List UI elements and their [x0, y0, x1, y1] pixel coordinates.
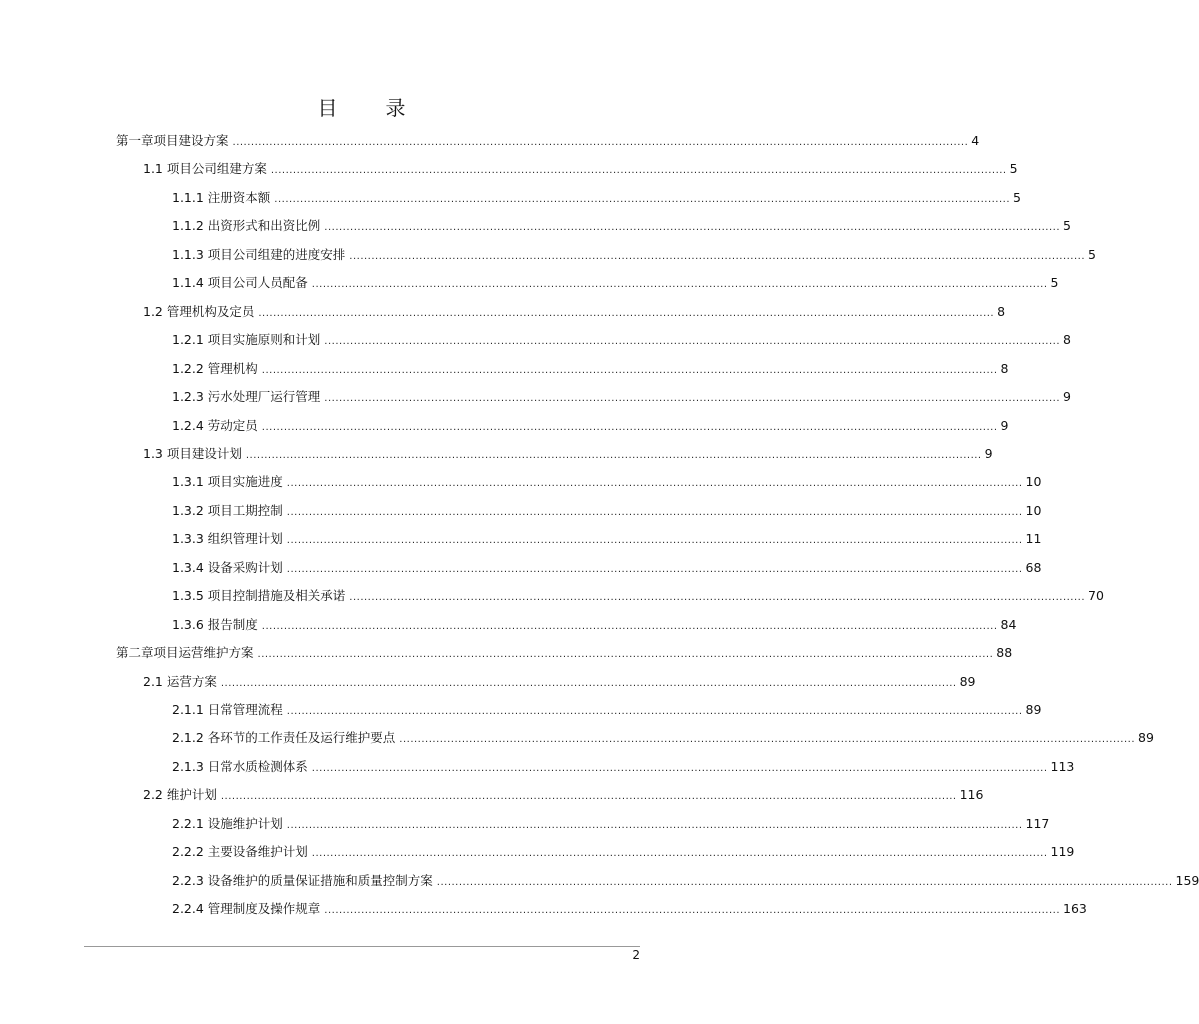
toc-entry-page: 11	[1025, 531, 1042, 546]
toc-entry[interactable]	[172, 871, 1199, 891]
toc-entry[interactable]	[143, 159, 1018, 179]
toc-entry-label: 1.3.4 设备采购计划	[172, 560, 283, 575]
toc-entry-page: 89	[1025, 702, 1042, 717]
toc-entry-page: 119	[1050, 844, 1075, 859]
toc-dot-leader: ........................................................................................................................................................................................................	[311, 848, 1048, 859]
toc-dot-leader: ........................................................................................................................................................................................................	[286, 507, 1023, 518]
toc-entry[interactable]	[143, 302, 1006, 322]
toc-entry-page: 163	[1063, 901, 1087, 916]
toc-dot-leader: ........................................................................................................................................................................................................	[311, 763, 1048, 774]
toc-entry-page: 8	[1063, 332, 1071, 347]
toc-dot-leader: ........................................................................................................................................................................................................	[261, 422, 998, 433]
toc-dot-leader: ........................................................................................................................................................................................................	[220, 791, 957, 802]
toc-entry[interactable]	[172, 728, 1154, 748]
toc-entry-label: 1.1.2 出资形式和出资比例	[172, 218, 321, 233]
toc-entry[interactable]	[172, 416, 1009, 436]
toc-entry-label: 1.1.3 项目公司组建的进度安排	[172, 247, 346, 262]
toc-entry[interactable]	[172, 359, 1009, 379]
toc-entry-label: 2.2.1 设施维护计划	[172, 816, 283, 831]
toc-dot-leader: ........................................................................................................................................................................................................	[349, 592, 1086, 603]
toc-entry-label: 1.3.1 项目实施进度	[172, 474, 283, 489]
toc-entry[interactable]	[172, 273, 1059, 293]
toc-dot-leader: ........................................................................................................................................................................................................	[286, 820, 1023, 831]
toc-entry-label: 2.1.3 日常水质检测体系	[172, 759, 308, 774]
toc-entry-page: 5	[1009, 161, 1018, 176]
toc-entry-page: 4	[971, 133, 980, 148]
toc-entry[interactable]	[172, 387, 1071, 407]
page-number: 2	[632, 948, 640, 962]
toc-entry-page: 5	[1088, 247, 1096, 262]
toc-dot-leader: ........................................................................................................................................................................................................	[399, 734, 1136, 745]
toc-entry-label: 2.2 维护计划	[143, 787, 217, 802]
toc-entry-label: 1.2.4 劳动定员	[172, 418, 258, 433]
toc-entry[interactable]	[172, 615, 1017, 635]
toc-entry-page: 5	[1063, 218, 1071, 233]
toc-dot-leader: ........................................................................................................................................................................................................	[286, 478, 1023, 489]
toc-entry-page: 8	[997, 304, 1006, 319]
toc-entry[interactable]	[172, 814, 1050, 834]
toc-dot-leader: ........................................................................................................................................................................................................	[257, 649, 994, 660]
toc-entry-page: 84	[1000, 617, 1017, 632]
toc-entry-label: 2.1 运营方案	[143, 674, 217, 689]
toc-entry-label: 2.2.2 主要设备维护计划	[172, 844, 308, 859]
toc-entry-label: 2.1.1 日常管理流程	[172, 702, 283, 717]
toc-entry[interactable]	[172, 330, 1071, 350]
toc-entry-label: 1.1.4 项目公司人员配备	[172, 275, 308, 290]
toc-entry-label: 2.2.3 设备维护的质量保证措施和质量控制方案	[172, 873, 433, 888]
toc-entry-label: 1.1.1 注册资本额	[172, 190, 271, 205]
toc-dot-leader: ........................................................................................................................................................................................................	[324, 222, 1061, 233]
toc-entry[interactable]	[143, 444, 993, 464]
toc-entry[interactable]	[143, 672, 976, 692]
toc-dot-leader: ........................................................................................................................................................................................................	[436, 877, 1173, 888]
toc-entry-label: 1.2.2 管理机构	[172, 361, 258, 376]
page-title	[0, 92, 723, 121]
toc-entry[interactable]	[172, 529, 1042, 549]
toc-dot-leader: ........................................................................................................................................................................................................	[286, 706, 1023, 717]
toc-entry[interactable]	[116, 131, 980, 151]
toc-entry-page: 89	[959, 674, 976, 689]
toc-entry-label: 2.1.2 各环节的工作责任及运行维护要点	[172, 730, 396, 745]
toc-entry[interactable]	[172, 899, 1087, 919]
toc-entry[interactable]	[172, 501, 1042, 521]
toc-entry-label: 1.3.3 组织管理计划	[172, 531, 283, 546]
toc-entry-page: 9	[984, 446, 993, 461]
toc-dot-leader: ........................................................................................................................................................................................................	[232, 137, 969, 148]
toc-entry-label: 1.1 项目公司组建方案	[143, 161, 267, 176]
toc-entry-label: 1.2 管理机构及定员	[143, 304, 255, 319]
toc-entry-page: 88	[996, 645, 1013, 660]
toc-dot-leader: ........................................................................................................................................................................................................	[220, 678, 957, 689]
toc-entry[interactable]	[143, 785, 984, 805]
toc-entry[interactable]	[172, 558, 1042, 578]
toc-entry-page: 89	[1138, 730, 1154, 745]
toc-entry-page: 70	[1088, 588, 1104, 603]
toc-dot-leader: ........................................................................................................................................................................................................	[286, 564, 1023, 575]
toc-dot-leader: ........................................................................................................................................................................................................	[270, 165, 1007, 176]
toc-entry-label: 1.2.3 污水处理厂运行管理	[172, 389, 321, 404]
toc-entry[interactable]	[172, 216, 1071, 236]
toc-entry-label: 1.3 项目建设计划	[143, 446, 242, 461]
toc-dot-leader: ........................................................................................................................................................................................................	[324, 905, 1061, 916]
toc-entry-label: 1.3.6 报告制度	[172, 617, 258, 632]
toc-entry[interactable]	[172, 188, 1021, 208]
toc-entry-label: 1.3.2 项目工期控制	[172, 503, 283, 518]
toc-entry-label: 1.2.1 项目实施原则和计划	[172, 332, 321, 347]
toc-entry-page: 159	[1175, 873, 1199, 888]
toc-entry-page: 68	[1025, 560, 1042, 575]
toc-entry-label: 2.2.4 管理制度及操作规章	[172, 901, 321, 916]
title-char-2: 录	[385, 96, 406, 120]
toc-entry[interactable]	[172, 700, 1042, 720]
toc-entry[interactable]	[116, 643, 1013, 663]
toc-entry-label: 第二章项目运营维护方案	[116, 645, 254, 660]
toc-entry[interactable]	[172, 245, 1096, 265]
toc-dot-leader: ........................................................................................................................................................................................................	[274, 194, 1011, 205]
toc-entry-page: 5	[1013, 190, 1021, 205]
toc-entry-page: 9	[1000, 418, 1009, 433]
footer-divider	[84, 946, 640, 947]
toc-entry[interactable]	[172, 472, 1042, 492]
title-char-1: 目	[317, 96, 338, 120]
toc-entry-page: 9	[1063, 389, 1071, 404]
toc-entry-label: 第一章项目建设方案	[116, 133, 229, 148]
toc-entry[interactable]	[172, 842, 1075, 862]
toc-dot-leader: ........................................................................................................................................................................................................	[261, 365, 998, 376]
toc-dot-leader: ........................................................................................................................................................................................................	[258, 308, 995, 319]
toc-dot-leader: ........................................................................................................................................................................................................	[245, 450, 982, 461]
toc-entry-page: 8	[1000, 361, 1009, 376]
toc-entry-page: 116	[959, 787, 984, 802]
toc-entry-page: 113	[1050, 759, 1075, 774]
toc-entry-page: 5	[1050, 275, 1059, 290]
toc-entry-page: 10	[1025, 503, 1042, 518]
toc-entry-page: 117	[1025, 816, 1050, 831]
toc-dot-leader: ........................................................................................................................................................................................................	[324, 393, 1061, 404]
toc-entry-page: 10	[1025, 474, 1042, 489]
toc-dot-leader: ........................................................................................................................................................................................................	[349, 251, 1086, 262]
toc-dot-leader: ........................................................................................................................................................................................................	[324, 336, 1061, 347]
toc-dot-leader: ........................................................................................................................................................................................................	[261, 621, 998, 632]
toc-entry[interactable]	[172, 586, 1104, 606]
toc-entry[interactable]	[172, 757, 1075, 777]
toc-dot-leader: ........................................................................................................................................................................................................	[311, 279, 1048, 290]
toc-dot-leader: ........................................................................................................................................................................................................	[286, 535, 1023, 546]
toc-entry-label: 1.3.5 项目控制措施及相关承诺	[172, 588, 346, 603]
